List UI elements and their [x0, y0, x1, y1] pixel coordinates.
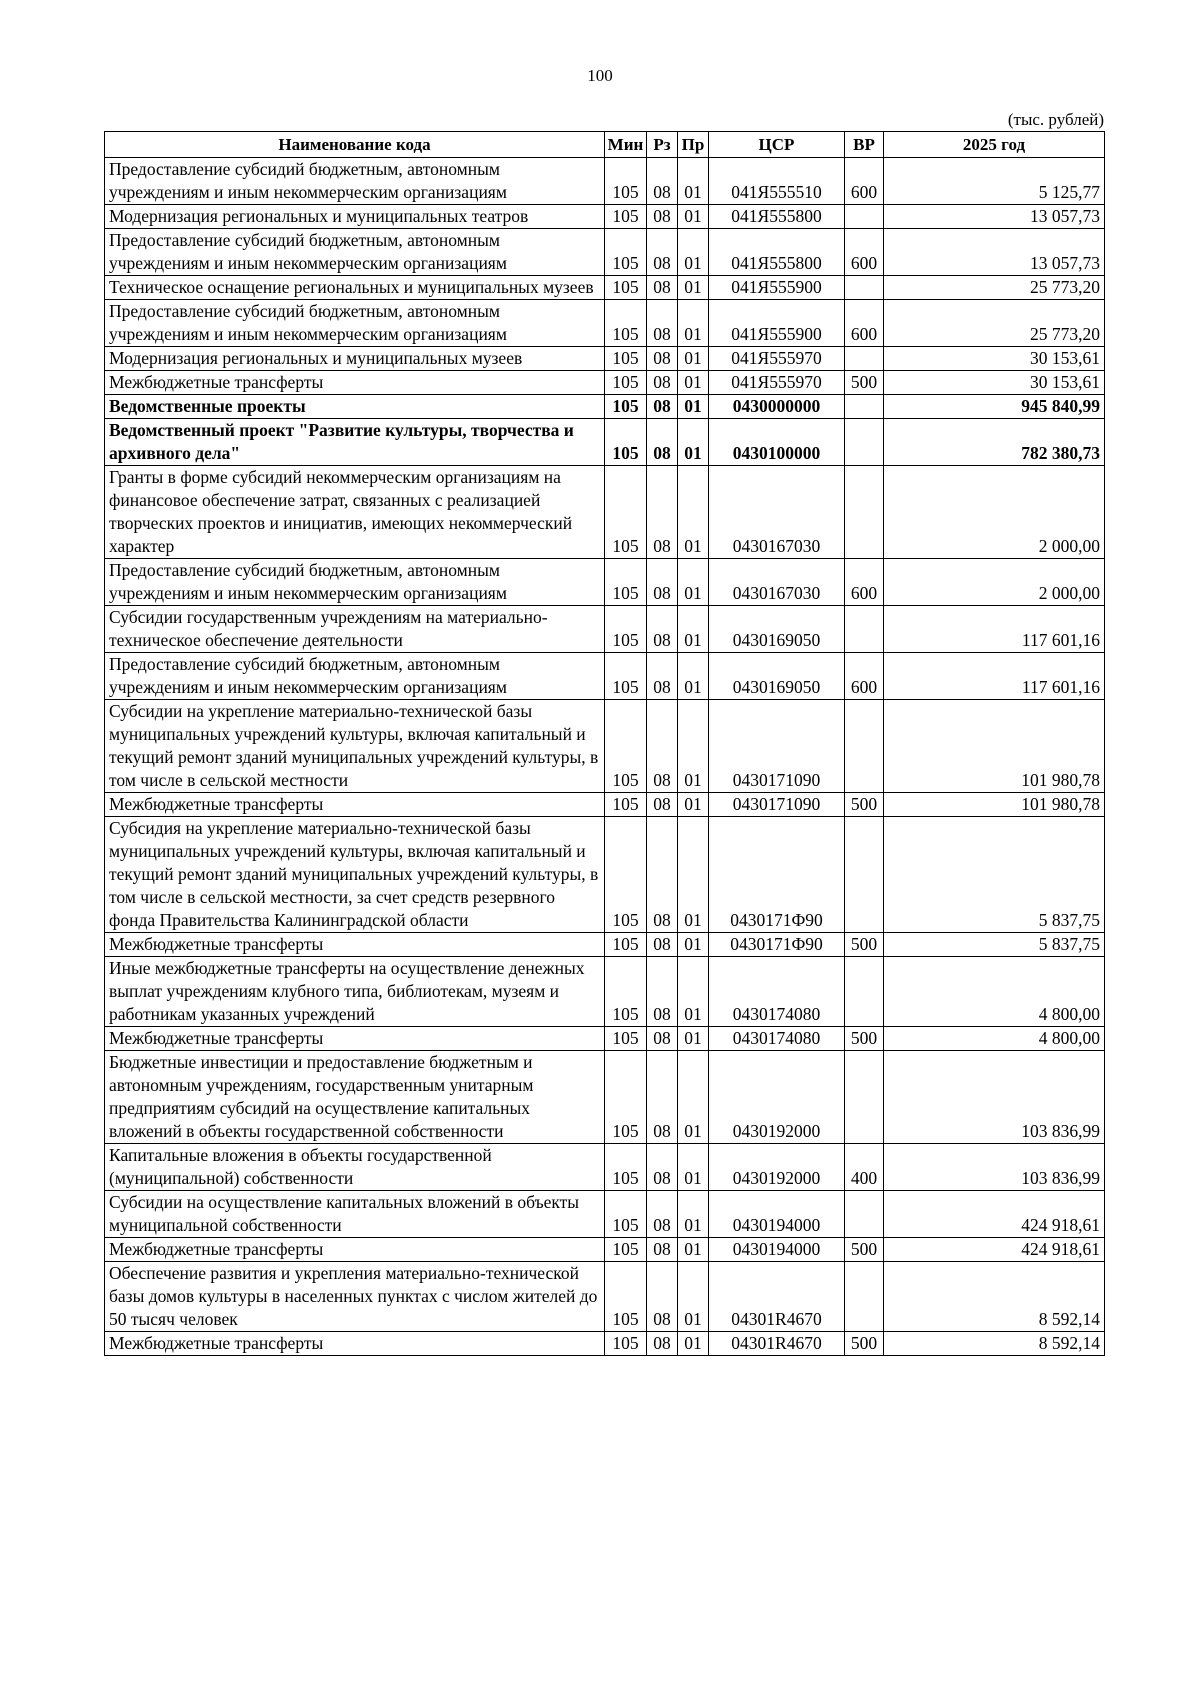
name-cell: Предоставление субсидий бюджетным, автономным учреждениям и иным некоммерческим организациям	[105, 229, 605, 276]
pr-cell: 01	[678, 653, 709, 700]
pr-cell: 01	[678, 817, 709, 933]
name-cell: Ведомственные проекты	[105, 395, 605, 419]
csr-cell: 041Я555970	[709, 371, 845, 395]
name-cell: Предоставление субсидий бюджетным, автономным учреждениям и иным некоммерческим организациям	[105, 158, 605, 205]
header-pr: Пр	[678, 132, 709, 158]
rz-cell: 08	[647, 205, 678, 229]
amount-cell: 424 918,61	[884, 1191, 1105, 1238]
table-row	[105, 1144, 1105, 1191]
vr-cell	[845, 700, 884, 793]
name-cell: Межбюджетные трансферты	[105, 371, 605, 395]
units-label: (тыс. рублей)	[1007, 110, 1104, 129]
vr-cell: 500	[845, 1027, 884, 1051]
table-row	[105, 229, 1105, 276]
pr-cell: 01	[678, 276, 709, 300]
table-row	[105, 276, 1105, 300]
name-cell: Гранты в форме субсидий некоммерческим организациям на финансовое обеспечение затрат, связанных с реализацией творческих проектов и инициатив, имеющих некоммерческий характер	[105, 466, 605, 559]
min-cell: 105	[605, 419, 647, 466]
vr-cell: 600	[845, 300, 884, 347]
name-cell: Межбюджетные трансферты	[105, 1027, 605, 1051]
amount-cell: 103 836,99	[884, 1051, 1105, 1144]
header-min: Мин	[605, 132, 647, 158]
rz-cell: 08	[647, 933, 678, 957]
pr-cell: 01	[678, 957, 709, 1027]
pr-cell: 01	[678, 1144, 709, 1191]
pr-cell: 01	[678, 395, 709, 419]
name-cell: Субсидии на осуществление капитальных вложений в объекты муниципальной собственности	[105, 1191, 605, 1238]
amount-cell: 8 592,14	[884, 1262, 1105, 1332]
name-cell: Межбюджетные трансферты	[105, 793, 605, 817]
vr-cell: 600	[845, 559, 884, 606]
pr-cell: 01	[678, 205, 709, 229]
rz-cell: 08	[647, 817, 678, 933]
vr-cell	[845, 466, 884, 559]
amount-cell: 25 773,20	[884, 300, 1105, 347]
csr-cell: 0430000000	[709, 395, 845, 419]
pr-cell: 01	[678, 300, 709, 347]
amount-cell: 5 837,75	[884, 933, 1105, 957]
pr-cell: 01	[678, 1027, 709, 1051]
min-cell: 105	[605, 817, 647, 933]
rz-cell: 08	[647, 466, 678, 559]
vr-cell: 600	[845, 653, 884, 700]
page-number: 100	[587, 66, 613, 85]
min-cell: 105	[605, 1144, 647, 1191]
min-cell: 105	[605, 158, 647, 205]
pr-cell: 01	[678, 229, 709, 276]
csr-cell: 0430174080	[709, 1027, 845, 1051]
vr-cell	[845, 1051, 884, 1144]
vr-cell	[845, 205, 884, 229]
amount-cell: 13 057,73	[884, 205, 1105, 229]
csr-cell: 041Я555510	[709, 158, 845, 205]
amount-cell: 424 918,61	[884, 1238, 1105, 1262]
csr-cell: 041Я555970	[709, 347, 845, 371]
pr-cell: 01	[678, 559, 709, 606]
name-cell: Субсидия на укрепление материально-технической базы муниципальных учреждений культуры, включая капитальный и текущий ремонт зданий муниципальных учреждений культуры, в том числе в сельской местности, за счет средств резервного фонда Правительства Калининградской области	[105, 817, 605, 933]
min-cell: 105	[605, 229, 647, 276]
amount-cell: 101 980,78	[884, 700, 1105, 793]
amount-cell: 13 057,73	[884, 229, 1105, 276]
table-row	[105, 300, 1105, 347]
table-row	[105, 559, 1105, 606]
rz-cell: 08	[647, 559, 678, 606]
name-cell: Техническое оснащение региональных и муниципальных музеев	[105, 276, 605, 300]
csr-cell: 04301R4670	[709, 1332, 845, 1356]
pr-cell: 01	[678, 466, 709, 559]
rz-cell: 08	[647, 700, 678, 793]
name-cell: Бюджетные инвестиции и предоставление бюджетным и автономным учреждениям, государственным унитарным предприятиям субсидий на осуществление капитальных вложений в объекты государственной собственности	[105, 1051, 605, 1144]
rz-cell: 08	[647, 1238, 678, 1262]
pr-cell: 01	[678, 1191, 709, 1238]
header-vr: ВР	[845, 132, 884, 158]
min-cell: 105	[605, 1262, 647, 1332]
vr-cell	[845, 1191, 884, 1238]
rz-cell: 08	[647, 606, 678, 653]
pr-cell: 01	[678, 793, 709, 817]
vr-cell	[845, 419, 884, 466]
vr-cell: 500	[845, 1238, 884, 1262]
name-cell: Капитальные вложения в объекты государственной (муниципальной) собственности	[105, 1144, 605, 1191]
name-cell: Иные межбюджетные трансферты на осуществление денежных выплат учреждениям клубного типа, библиотекам, музеям и работникам указанных учреждений	[105, 957, 605, 1027]
rz-cell: 08	[647, 229, 678, 276]
rz-cell: 08	[647, 419, 678, 466]
pr-cell: 01	[678, 1051, 709, 1144]
csr-cell: 041Я555900	[709, 300, 845, 347]
csr-cell: 041Я555800	[709, 229, 845, 276]
vr-cell	[845, 957, 884, 1027]
table-row	[105, 1262, 1105, 1332]
rz-cell: 08	[647, 158, 678, 205]
name-cell: Модернизация региональных и муниципальных театров	[105, 205, 605, 229]
min-cell: 105	[605, 371, 647, 395]
name-cell: Ведомственный проект "Развитие культуры, творчества и архивного дела"	[105, 419, 605, 466]
csr-cell: 04301R4670	[709, 1262, 845, 1332]
min-cell: 105	[605, 300, 647, 347]
table-row	[105, 1051, 1105, 1144]
pr-cell: 01	[678, 1262, 709, 1332]
vr-cell	[845, 1262, 884, 1332]
csr-cell: 0430169050	[709, 653, 845, 700]
pr-cell: 01	[678, 158, 709, 205]
rz-cell: 08	[647, 1332, 678, 1356]
amount-cell: 945 840,99	[884, 395, 1105, 419]
table-row	[105, 957, 1105, 1027]
min-cell: 105	[605, 700, 647, 793]
budget-table	[104, 131, 1105, 1356]
name-cell: Предоставление субсидий бюджетным, автономным учреждениям и иным некоммерческим организациям	[105, 559, 605, 606]
header-name: Наименование кода	[105, 132, 605, 158]
rz-cell: 08	[647, 1262, 678, 1332]
min-cell: 105	[605, 957, 647, 1027]
min-cell: 105	[605, 653, 647, 700]
table-row	[105, 1027, 1105, 1051]
amount-cell: 8 592,14	[884, 1332, 1105, 1356]
min-cell: 105	[605, 1051, 647, 1144]
name-cell: Субсидии государственным учреждениям на материально-техническое обеспечение деятельности	[105, 606, 605, 653]
pr-cell: 01	[678, 419, 709, 466]
table-row	[105, 466, 1105, 559]
amount-cell: 5 837,75	[884, 817, 1105, 933]
min-cell: 105	[605, 933, 647, 957]
name-cell: Модернизация региональных и муниципальных музеев	[105, 347, 605, 371]
rz-cell: 08	[647, 347, 678, 371]
amount-cell: 4 800,00	[884, 957, 1105, 1027]
csr-cell: 0430194000	[709, 1238, 845, 1262]
vr-cell: 500	[845, 793, 884, 817]
table-row	[105, 371, 1105, 395]
csr-cell: 0430171Ф90	[709, 933, 845, 957]
vr-cell: 500	[845, 371, 884, 395]
amount-cell: 117 601,16	[884, 606, 1105, 653]
csr-cell: 0430167030	[709, 466, 845, 559]
csr-cell: 041Я555900	[709, 276, 845, 300]
table-row	[105, 158, 1105, 205]
csr-cell: 041Я555800	[709, 205, 845, 229]
table-row	[105, 933, 1105, 957]
amount-cell: 103 836,99	[884, 1144, 1105, 1191]
table-row	[105, 395, 1105, 419]
vr-cell: 600	[845, 158, 884, 205]
pr-cell: 01	[678, 1332, 709, 1356]
table-row	[105, 700, 1105, 793]
pr-cell: 01	[678, 700, 709, 793]
name-cell: Межбюджетные трансферты	[105, 933, 605, 957]
header-rz: Рз	[647, 132, 678, 158]
pr-cell: 01	[678, 347, 709, 371]
pr-cell: 01	[678, 933, 709, 957]
amount-cell: 2 000,00	[884, 466, 1105, 559]
vr-cell	[845, 606, 884, 653]
csr-cell: 0430194000	[709, 1191, 845, 1238]
table-row	[105, 419, 1105, 466]
min-cell: 105	[605, 1238, 647, 1262]
rz-cell: 08	[647, 793, 678, 817]
min-cell: 105	[605, 466, 647, 559]
amount-cell: 30 153,61	[884, 371, 1105, 395]
table-body	[105, 158, 1105, 1356]
table-row	[105, 793, 1105, 817]
rz-cell: 08	[647, 395, 678, 419]
table-header	[105, 132, 1105, 158]
min-cell: 105	[605, 395, 647, 419]
table-row	[105, 347, 1105, 371]
vr-cell	[845, 347, 884, 371]
csr-cell: 0430192000	[709, 1051, 845, 1144]
rz-cell: 08	[647, 1027, 678, 1051]
rz-cell: 08	[647, 300, 678, 347]
rz-cell: 08	[647, 276, 678, 300]
amount-cell: 25 773,20	[884, 276, 1105, 300]
min-cell: 105	[605, 1027, 647, 1051]
table-row	[105, 1332, 1105, 1356]
csr-cell: 0430171Ф90	[709, 817, 845, 933]
table-row	[105, 606, 1105, 653]
min-cell: 105	[605, 347, 647, 371]
table-row	[105, 817, 1105, 933]
name-cell: Предоставление субсидий бюджетным, автономным учреждениям и иным некоммерческим организациям	[105, 653, 605, 700]
name-cell: Обеспечение развития и укрепления материально-технической базы домов культуры в населенных пунктах с числом жителей до 50 тысяч человек	[105, 1262, 605, 1332]
vr-cell: 400	[845, 1144, 884, 1191]
rz-cell: 08	[647, 653, 678, 700]
rz-cell: 08	[647, 1144, 678, 1191]
rz-cell: 08	[647, 1051, 678, 1144]
vr-cell	[845, 276, 884, 300]
name-cell: Межбюджетные трансферты	[105, 1332, 605, 1356]
name-cell: Межбюджетные трансферты	[105, 1238, 605, 1262]
rz-cell: 08	[647, 371, 678, 395]
amount-cell: 117 601,16	[884, 653, 1105, 700]
vr-cell: 500	[845, 1332, 884, 1356]
pr-cell: 01	[678, 1238, 709, 1262]
csr-cell: 0430169050	[709, 606, 845, 653]
amount-cell: 4 800,00	[884, 1027, 1105, 1051]
table-row	[105, 1191, 1105, 1238]
rz-cell: 08	[647, 957, 678, 1027]
min-cell: 105	[605, 205, 647, 229]
header-csr: ЦСР	[709, 132, 845, 158]
table-row	[105, 653, 1105, 700]
min-cell: 105	[605, 606, 647, 653]
csr-cell: 0430192000	[709, 1144, 845, 1191]
min-cell: 105	[605, 1332, 647, 1356]
min-cell: 105	[605, 1191, 647, 1238]
pr-cell: 01	[678, 606, 709, 653]
rz-cell: 08	[647, 1191, 678, 1238]
vr-cell	[845, 817, 884, 933]
min-cell: 105	[605, 559, 647, 606]
amount-cell: 101 980,78	[884, 793, 1105, 817]
table-row	[105, 205, 1105, 229]
amount-cell: 5 125,77	[884, 158, 1105, 205]
csr-cell: 0430171090	[709, 793, 845, 817]
name-cell: Предоставление субсидий бюджетным, автономным учреждениям и иным некоммерческим организациям	[105, 300, 605, 347]
table-row	[105, 1238, 1105, 1262]
amount-cell: 2 000,00	[884, 559, 1105, 606]
amount-cell: 782 380,73	[884, 419, 1105, 466]
pr-cell: 01	[678, 371, 709, 395]
header-row	[105, 132, 1105, 158]
vr-cell	[845, 395, 884, 419]
min-cell: 105	[605, 276, 647, 300]
vr-cell: 600	[845, 229, 884, 276]
csr-cell: 0430171090	[709, 700, 845, 793]
csr-cell: 0430100000	[709, 419, 845, 466]
amount-cell: 30 153,61	[884, 347, 1105, 371]
csr-cell: 0430167030	[709, 559, 845, 606]
header-amount: 2025 год	[884, 132, 1105, 158]
vr-cell: 500	[845, 933, 884, 957]
min-cell: 105	[605, 793, 647, 817]
csr-cell: 0430174080	[709, 957, 845, 1027]
name-cell: Субсидии на укрепление материально-технической базы муниципальных учреждений культуры, включая капитальный и текущий ремонт зданий муниципальных учреждений культуры, в том числе в сельской местности	[105, 700, 605, 793]
